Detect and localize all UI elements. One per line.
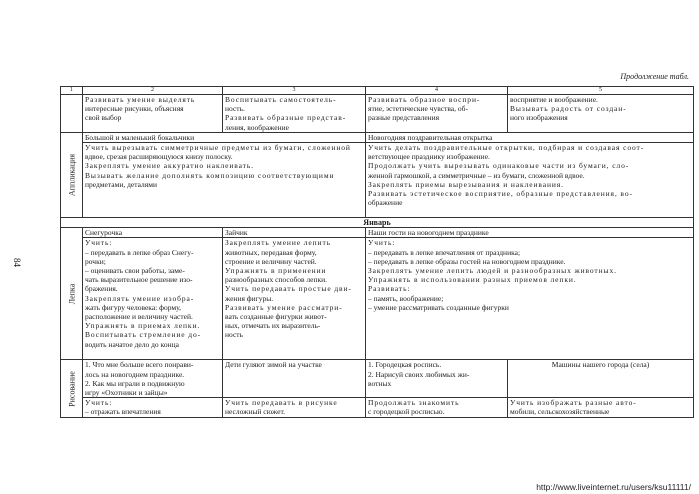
table-row	[61, 398, 694, 417]
text-line: Учить:	[85, 398, 113, 408]
text-line: Упражнять в использовании разных приемов лепки.	[368, 275, 577, 285]
column-number: 4	[366, 87, 508, 95]
text-line: бражения.	[85, 284, 118, 294]
text-line: Закреплять приемы вырезывания и наклеивания.	[368, 179, 564, 189]
text-line: ветствующее празднику изображение.	[368, 152, 490, 162]
text-line: женной гармошкой, а симметричные – из бумаги, сложенной вдвое.	[368, 170, 585, 180]
column-number-row	[61, 87, 694, 95]
lesson-title	[223, 360, 366, 398]
text-line: мобили, сельскохозяйственные	[510, 407, 610, 417]
text-line: Учить:	[85, 238, 113, 248]
text-line: Развивать образное воспри-	[368, 95, 481, 104]
lesson-title: Наши гости на новогоднем празднике	[366, 228, 694, 238]
text-line: рочки;	[85, 256, 106, 266]
text-line: животных, передавая форму,	[225, 247, 317, 257]
text-line: Развивать образные представ-	[225, 113, 347, 123]
text-line: ного изображения	[510, 113, 568, 123]
table-row	[61, 238, 694, 360]
table-cell	[366, 238, 694, 360]
text-line: лось на новогоднем празднике.	[85, 369, 185, 379]
text-line: Продолжать учить вырезывать одинаковые части из бумаги, сло-	[368, 161, 630, 171]
text-line: вдвое, срезая расширяющуюся книзу полоску.	[85, 152, 233, 162]
text-line: – передавать в лепке образ Снегу-	[85, 247, 194, 257]
text-line: Закреплять умение лепить	[225, 238, 331, 248]
text-line: чать выразительное решение изо-	[85, 275, 193, 285]
text-line: – передавать в лепке образы гостей на новогоднем празднике.	[368, 256, 566, 266]
text-line: жать фигуру человека: форму,	[85, 302, 181, 312]
table-cell	[508, 398, 694, 417]
table-cell	[83, 238, 223, 360]
section-label-applique: Аппликация	[66, 153, 76, 196]
text-line: Воспитывать стремление до-	[85, 330, 202, 340]
month-row	[61, 218, 694, 228]
text-line: ления, воображение	[225, 122, 289, 132]
text-line: вать созданные фигурки живот-	[225, 312, 327, 322]
table-cell	[508, 95, 694, 133]
text-line: Учить вырезывать симметричные предметы из бумаги, сложенной	[85, 143, 351, 153]
table-cell	[366, 143, 694, 218]
lesson-title	[83, 360, 223, 398]
text-line: Упражнять в приемах лепки.	[85, 321, 201, 331]
text-line: Упражнять в применении	[225, 266, 327, 276]
text-line: строение и величину частей.	[225, 256, 317, 266]
text-line: Развивать умение рассматри-	[225, 302, 343, 312]
text-line: восприятие и воображение.	[510, 95, 598, 104]
text-line: Вызывать желание дополнять композицию соответствующими	[85, 170, 335, 180]
text-line: Вызывать радость от создан-	[510, 104, 627, 114]
text-line: – передавать в лепке впечатления от праздника;	[368, 247, 521, 257]
table-cell	[83, 95, 223, 133]
column-number: 3	[223, 87, 366, 95]
text-line: ность	[225, 330, 243, 340]
text-line: свой выбор	[85, 113, 122, 123]
lesson-title	[366, 360, 508, 398]
lesson-title: Новогодняя поздравительная открытка	[366, 132, 694, 142]
text-line: Учить:	[368, 238, 396, 248]
text-line: вотных	[368, 378, 392, 388]
text-line: Закреплять умение аккуратно наклеивать.	[85, 161, 254, 171]
side-label-cell	[61, 132, 83, 217]
column-number: 2	[83, 87, 223, 95]
table-cell	[366, 95, 508, 133]
side-label-cell	[61, 228, 83, 360]
table-row	[61, 360, 694, 398]
text-line: Закреплять умение изобра-	[85, 293, 195, 303]
text-line: Развивать эстетическое восприятие, образные представления, во-	[368, 189, 633, 199]
curriculum-table	[60, 86, 694, 418]
text-line: Развивать:	[368, 284, 411, 294]
table-cell	[366, 398, 508, 417]
text-line: 1. Что мне больше всего понрави-	[85, 360, 194, 370]
text-line: жения фигуры.	[225, 293, 274, 303]
text-line: 1. Городецкая роспись.	[368, 360, 442, 370]
lesson-title: Снегурочка	[83, 228, 223, 238]
side-label-cell	[61, 360, 83, 417]
table-row	[61, 228, 694, 238]
text-line: – оценивать свои работы, заме-	[85, 266, 185, 276]
text-line: разнообразных способов лепки.	[225, 275, 328, 285]
text-line: Дети гуляют зимой на участке	[225, 360, 322, 370]
text-line: интересные рисунки, объясняя	[85, 104, 184, 114]
text-line: – умение рассматривать созданные фигурки	[368, 302, 509, 312]
text-line: расположение и величину частей.	[85, 312, 193, 322]
text-line: несложный сюжет.	[225, 407, 286, 417]
column-number: 5	[508, 87, 694, 95]
text-line: Учить передавать простые дви-	[225, 284, 352, 294]
text-line: ображение	[368, 198, 403, 208]
text-line: ных, отмечать их выразитель-	[225, 321, 321, 331]
lesson-title: Большой и маленький бокальчики	[83, 132, 366, 142]
table-cell	[223, 238, 366, 360]
table-cell	[83, 398, 223, 417]
column-number: 1	[61, 87, 83, 95]
lesson-title	[508, 360, 694, 398]
table-cell	[223, 398, 366, 417]
text-line: ятие, эстетические чувства, об-	[368, 104, 468, 114]
continuation-caption: Продолжение табл.	[620, 72, 689, 81]
text-line: ность.	[225, 104, 245, 114]
text-line: Воспитывать самостоятель-	[225, 95, 337, 104]
text-line: 2. Нарисуй своих любимых жи-	[368, 369, 470, 379]
side-cell	[61, 95, 83, 133]
lesson-title: Зайчик	[223, 228, 366, 238]
text-line: – отражать впечатления	[85, 407, 161, 417]
source-url-watermark: http://www.liveinternet.ru/users/ksu11111/	[536, 482, 691, 492]
text-line: Закреплять умение лепить людей и разнообразных животных.	[368, 266, 617, 276]
text-line: Машины нашего города (села)	[551, 360, 650, 370]
section-label-drawing: Рисование	[66, 370, 76, 407]
text-line: с городецкой росписью.	[368, 407, 445, 417]
text-line: предметами, деталями	[85, 179, 157, 189]
section-label-modeling: Лепка	[66, 283, 76, 305]
text-line: – память, воображение;	[368, 293, 444, 303]
month-heading: Январь	[61, 218, 694, 228]
text-line: Продолжать знакомить	[368, 398, 460, 408]
text-line: 2. Как мы играли в подвижную	[85, 378, 185, 388]
page-number: 84	[12, 258, 22, 267]
text-line: Учить делать поздравительные открытки, подбирая и создавая соот-	[368, 143, 645, 153]
text-line: разные представления	[368, 113, 440, 123]
text-line: Учить изображать разные авто-	[510, 398, 637, 408]
table-row	[61, 143, 694, 218]
text-line: водить начатое дело до конца	[85, 339, 179, 349]
text-line: Развивать умение выделять	[85, 95, 196, 104]
table-cell	[83, 143, 366, 218]
text-line: игру «Охотники и зайцы»	[85, 388, 168, 398]
text-line: Учить передавать в рисунке	[225, 398, 338, 408]
table-row	[61, 95, 694, 133]
table-cell	[223, 95, 366, 133]
table-row	[61, 132, 694, 142]
